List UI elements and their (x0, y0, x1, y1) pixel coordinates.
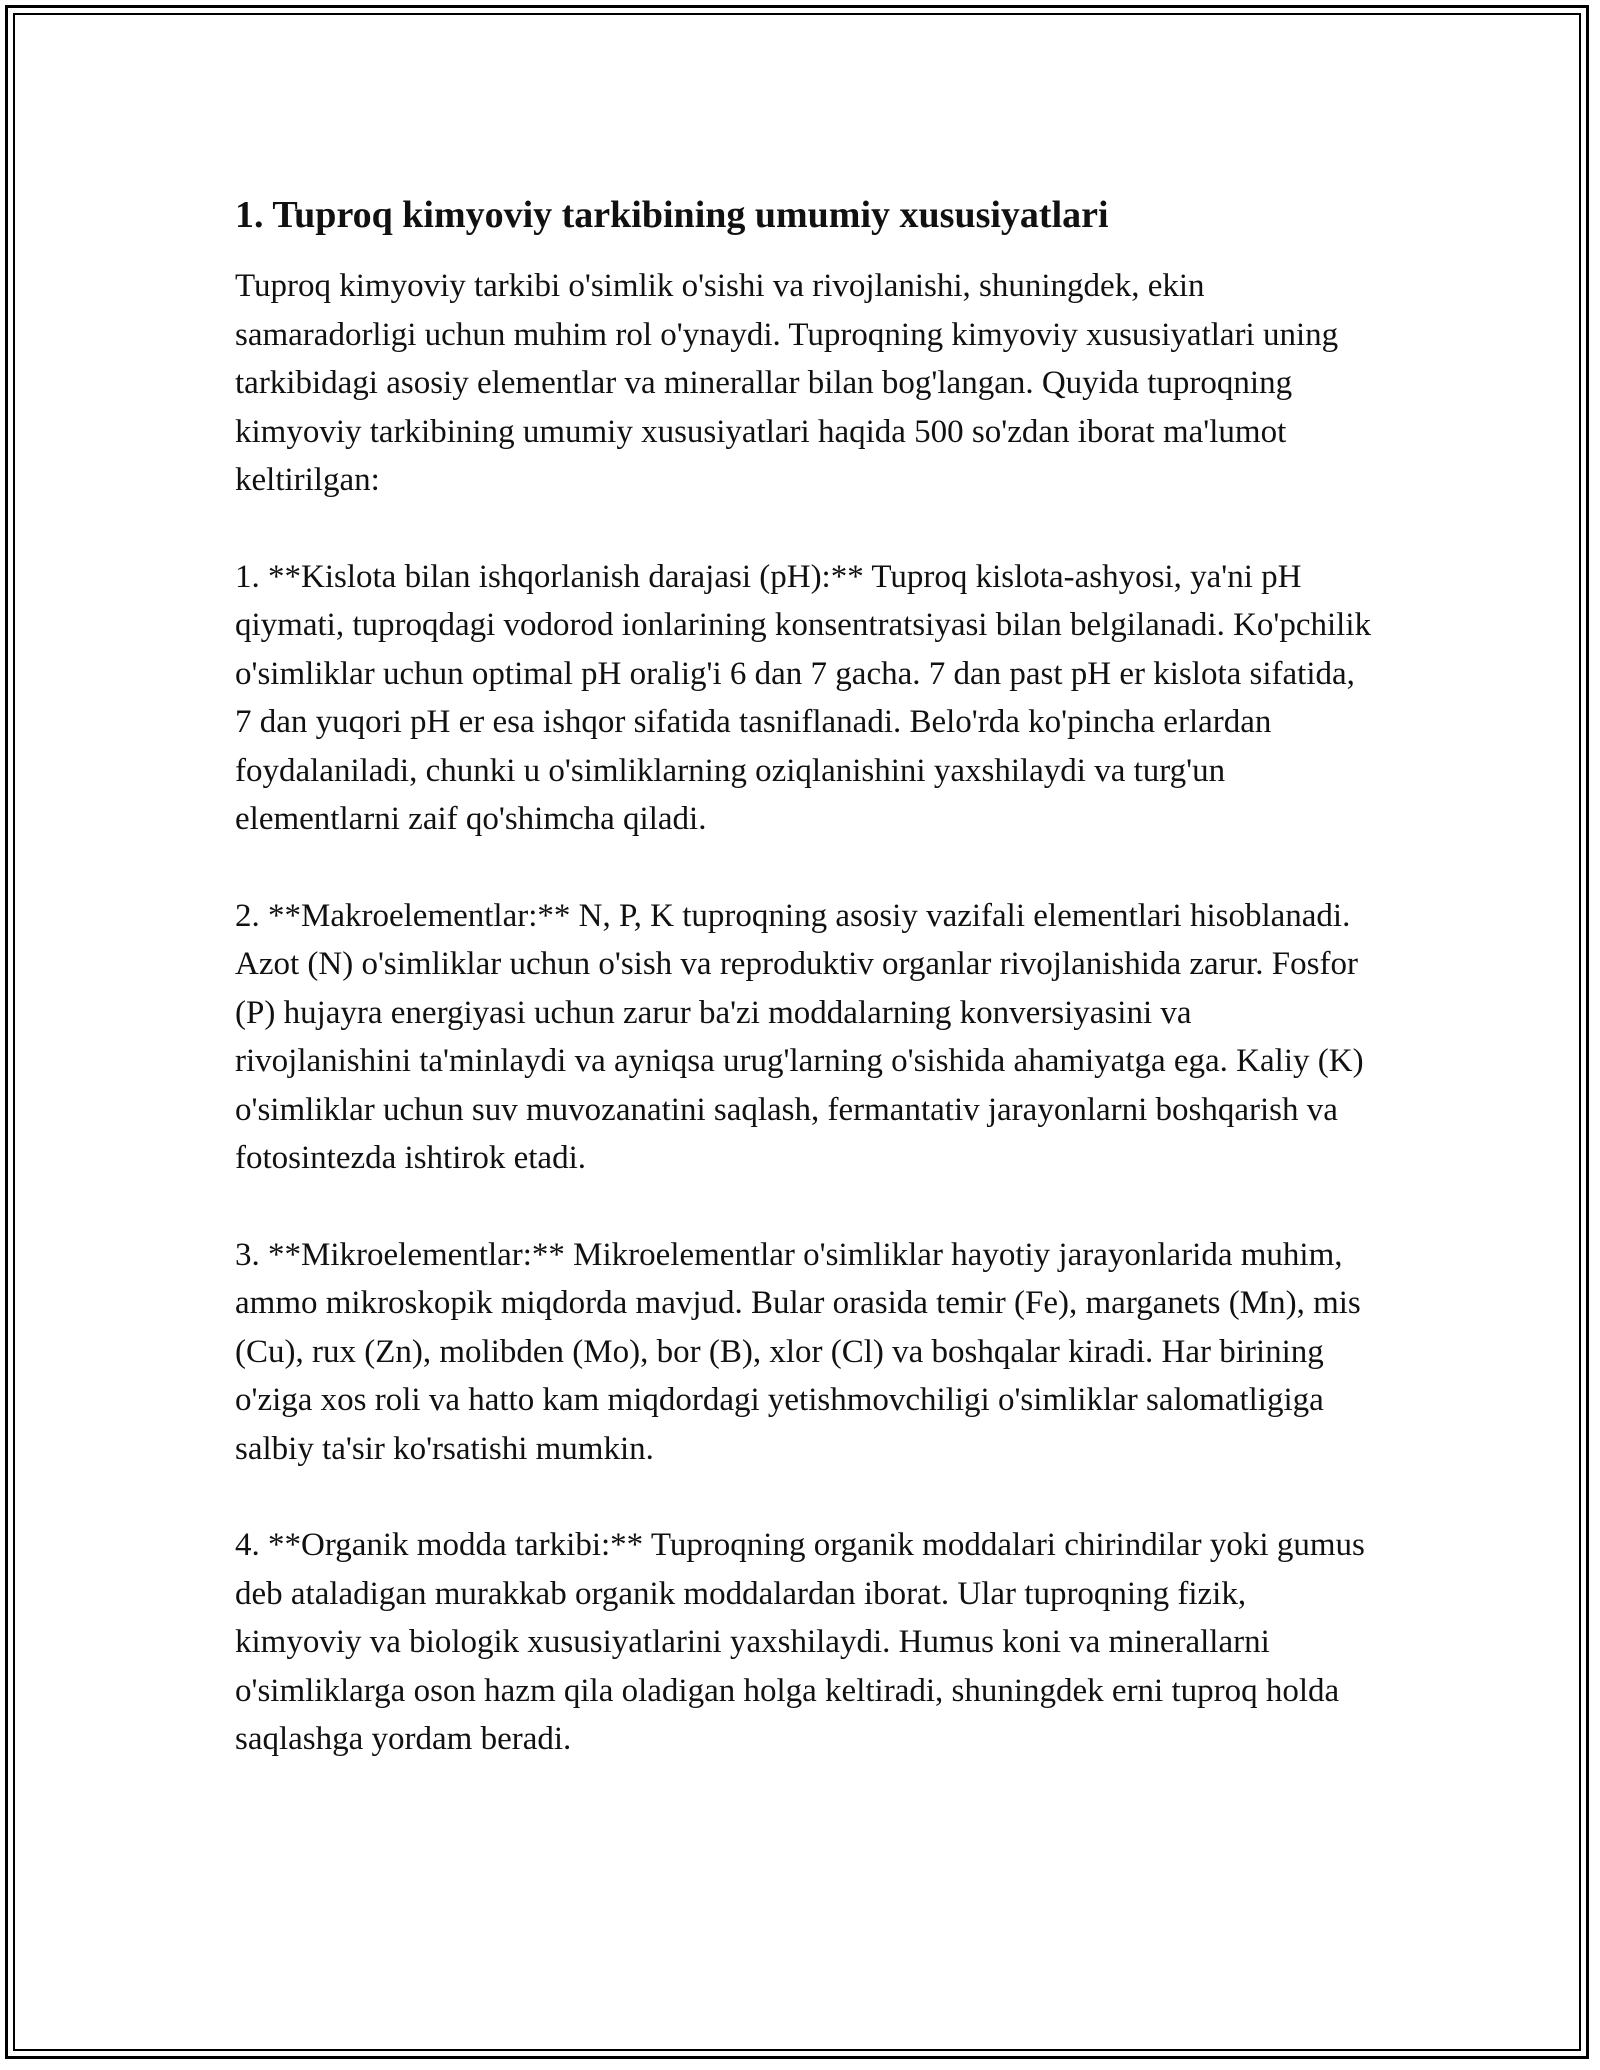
paragraph-microelements: 3. **Mikroelementlar:** Mikroelementlar o'simliklar hayotiy jarayonlarida muhim, ammo mikroskopik miqdorda mavjud. Bular orasida temir (Fe), marganets (Mn), mis (Cu), rux (Zn), molibden (Mo), bor (B), xlor (Cl) va boshqalar kiradi. Har birining o'ziga xos roli va hatto kam miqdordagi yetishmovchiligi o'simliklar salomatligiga salbiy ta'sir ko'rsatishi mumkin. (235, 1236, 1361, 1467)
intro-paragraph: Tuproq kimyoviy tarkibi o'simlik o'sishi va rivojlanishi, shuningdek, ekin samaradorligi uchun muhim rol o'ynaydi. Tuproqning kimyoviy xususiyatlari uning tarkibidagi asosiy elementlar va minerallar bilan bog'langan. Quyida tuproqning kimyoviy tarkibining umumiy xususiyatlari haqida 500 so'zdan iborat ma'lumot keltirilgan: (235, 268, 1339, 498)
paragraph-macroelements: 2. **Makroelementlar:** N, P, K tuproqning asosiy vazifali elementlari hisoblanadi. Azot (N) o'simliklar uchun o'sish va reproduktiv organlar rivojlanishida zarur. Fosfor (P) hujayra energiyasi uchun zarur ba'zi moddalarning konversiyasini va rivojlanishini ta'minlaydi va ayniqsa urug'larning o'sishida ahamiyatga ega. Kaliy (K) o'simliklar uchun suv muvozanatini saqlash, fermantativ jarayonlarni boshqarish va fotosintezda ishtirok etadi. (235, 897, 1364, 1176)
paragraph-organic-matter: 4. **Organik modda tarkibi:** Tuproqning organik moddalari chirindilar yoki gumus deb ataladigan murakkab organik moddalardan iborat. Ular tuproqning fizik, kimyoviy va biologik xususiyatlarini yaxshilaydi. Humus koni va minerallarni o'simliklarga oson hazm qila oladigan holga keltiradi, shuningdek erni tuproq holda saqlashga yordam beradi. (235, 1527, 1365, 1757)
document-title: 1. Tuproq kimyoviy tarkibining umumiy xususiyatlari (235, 194, 1109, 236)
document-body (235, 190, 1375, 1812)
paragraph-ph: 1. **Kislota bilan ishqorlanish darajasi (pH):** Tuproq kislota-ashyosi, ya'ni pH qiymati, tuproqdagi vodorod ionlarining konsentratsiyasi bilan belgilanadi. Ko'pchilik o'simliklar uchun optimal pH oralig'i 6 dan 7 gacha. 7 dan past pH er kislota sifatida, 7 dan yuqori pH er esa ishqor sifatida tasniflanadi. Belo'rda ko'pincha erlardan foydalaniladi, chunki u o'simliklarning oziqlanishini yaxshilaydi va turg'un elementlarni zaif qo'shimcha qiladi. (235, 558, 1372, 837)
